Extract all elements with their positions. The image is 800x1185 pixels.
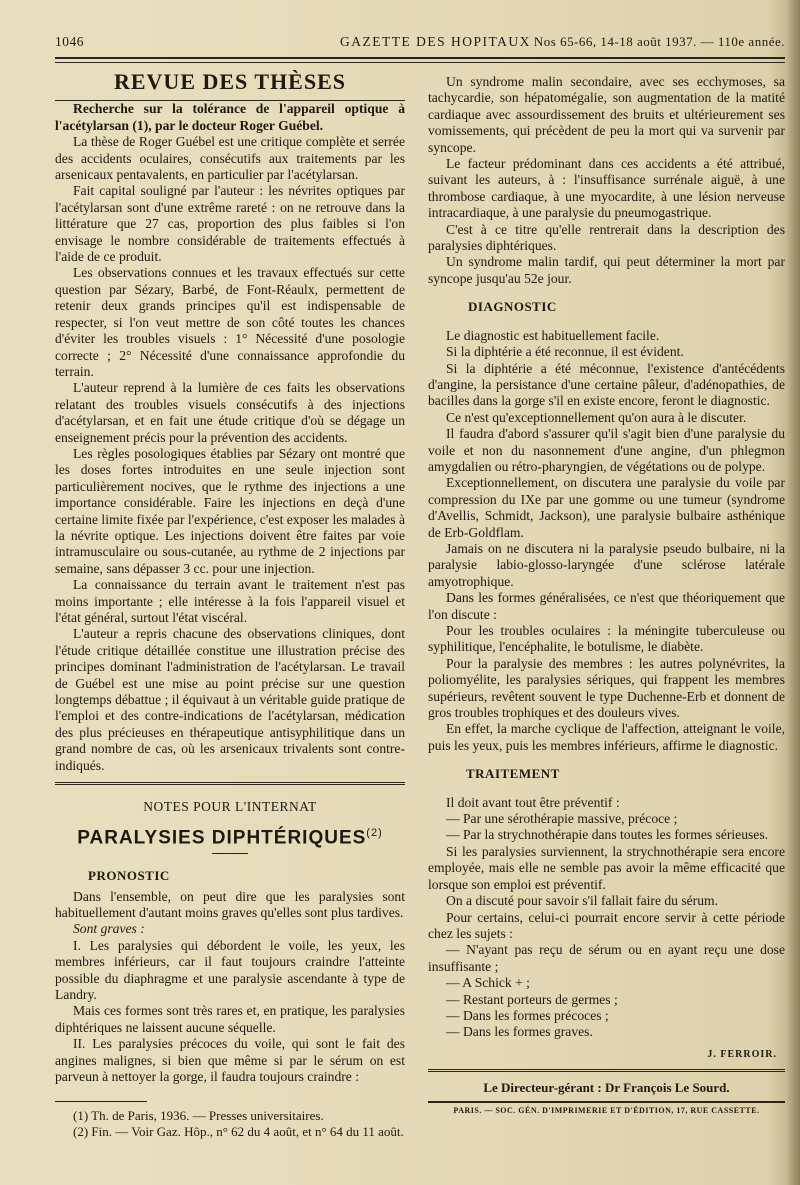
- paragraph: Pour la paralysie des membres : les autres polynévrites, la poliomyélite, les paralysies sériques, qui frappent les membres supérieurs, revêtent souvent le type Duchenne-Erb et donnent de gros troubles trophiques et des douleurs vives.: [428, 655, 785, 721]
- paragraph: L'auteur reprend à la lumière de ces faits les observations relatant des troubles visuels consécutifs à des injections d'acétylarsan, et en fait une étude critique d'où se dégage un enseignement précis pour la prévention des accidents.: [55, 380, 405, 445]
- traitement-heading: TRAITEMENT: [466, 766, 560, 782]
- paragraph: Le facteur prédominant dans ces accidents a été attribué, suivant les auteurs, à : l'insuffisance surrénale aiguë, à une thrombose cardiaque, à une myocardite, à une lésion nerveuse intracardiaque, à une paralysie du pneumogastrique.: [428, 156, 785, 221]
- paragraph: C'est à ce titre qu'elle rentrerait dans la description des paralysies diphtériques.: [428, 221, 785, 254]
- closing-rule: [428, 1069, 785, 1072]
- paragraph: Si les paralysies surviennent, la strychnothérapie sera encore employée, mais elle ne semble pas avoir la même efficacité que lorsque son emploi est préventif.: [428, 843, 785, 892]
- paragraph: Les règles posologiques établies par Sézary ont montré que les doses fortes introduites en une seule injection sont particulièrement nocives, que le rythme des injections a une importance considérable. Faire les injections en deçà d'une certaine limite fixée par l'expérience, c'est exposer les malades à la névrite optique. Les injections doivent être faites par voie intramusculaire ou sous-cutanée, au rythme de 2 injections par semaine, sans dépasser 3 cc. pour une injection.: [55, 445, 405, 576]
- footnote-rule: [55, 1101, 147, 1102]
- page-number: 1046: [55, 34, 84, 49]
- paragraph: — Par la strychnothérapie dans toutes les formes sérieuses.: [446, 827, 769, 843]
- left-column: [55, 69, 405, 1140]
- paragraph: En effet, la marche cyclique de l'affection, atteignant le voile, puis les yeux, puis les membres inférieurs, affirme le diagnostic.: [428, 721, 785, 753]
- pronostic-heading: PRONOSTIC: [88, 868, 170, 884]
- paragraph: Ce n'est qu'exceptionnellement qu'on aura à le discuter.: [446, 409, 747, 425]
- paragraph: Un syndrome malin tardif, qui peut déterminer la mort par syncope jusqu'au 52e jour.: [428, 254, 785, 286]
- paragraph: La thèse de Roger Guébel est une critique complète et serrée des accidents oculaires, consécutifs aux traitements par les arsenicaux pentavalents, en particulier par l'acétylarsan.: [55, 134, 405, 183]
- printer-line: PARIS. — SOC. GÉN. D'IMPRIMERIE ET D'ÉDITION, 17, RUE CASSETTE.: [453, 1105, 760, 1115]
- issue-info: Nos 65-66, 14-18 août 1937. — 110e année.: [533, 34, 785, 49]
- paragraph: Il faudra d'abord s'assurer qu'il s'agit bien d'une paralysie du voile et non du nasonnement d'une angine, d'un phlegmon amygdalien ou rétro-pharyngien, de végétations ou de polype.: [428, 426, 785, 474]
- paragraph: Un syndrome malin secondaire, avec ses ecchymoses, sa tachycardie, son hépatomégalie, son augmentation de la matité cardiaque avec assourdissement des bruits et ultérieurement ses vomissements, qui précèdent de peu la mort qui va survenir par syncope.: [428, 74, 785, 155]
- paragraph: L'auteur a repris chacune des observations cliniques, dont l'étude critique détaillée constitue une illustration précise des principes dominant l'administration de l'acétylarsan. Le travail de Guébel est une mise au point précise sur une question longtemps débattue ; il équivaut à un véritable guide pratique de l'emploi et des contre-indications de l'acétylarsan, médication des plus précieuses en thérapeutique antisyphilitique dans un grand nombre de cas, où les arsenicaux trivalents sont contre-indiqués.: [55, 626, 405, 773]
- paragraph: — Dans les formes graves.: [446, 1024, 593, 1040]
- page-header: [55, 30, 785, 52]
- paragraph: II. Les paralysies précoces du voile, qui sont le fait des angines malignes, si bien que même si par le sérum on est parveun à nettoyer la gorge, il faudra toujours craindre :: [55, 1036, 405, 1085]
- paragraph: La connaissance du terrain avant le traitement n'est pas moins importante ; elle intéresse à la fois l'appareil visuel et l'état général, surtout l'état viscéral.: [55, 577, 405, 625]
- paragraph: Sont graves :: [73, 921, 145, 937]
- notes-label: NOTES POUR L'INTERNAT: [143, 799, 317, 815]
- paragraph: Si la diphtérie a été reconnue, il est évident.: [446, 344, 684, 360]
- paragraph: Si la diphtérie a été méconnue, l'existence d'antécédents d'angine, la persistance d'une certaine pâleur, d'adénopathies, de bacilles dans la gorge s'il en existe encore, feront le diagnostic.: [428, 360, 785, 409]
- paragraph: — Par une sérothérapie massive, précoce ;: [446, 811, 678, 827]
- journal-title: GAZETTE DES HOPITAUX: [340, 34, 531, 49]
- diagnostic-heading: DIAGNOSTIC: [468, 299, 557, 315]
- paragraph: Dans les formes généralisées, ce n'est que théoriquement que l'on discute :: [428, 590, 785, 622]
- section-divider: [55, 782, 405, 785]
- article-title: [55, 825, 405, 847]
- title-note-ref: (2): [366, 827, 383, 840]
- paragraph: — Restant porteurs de germes ;: [446, 991, 618, 1007]
- paragraph: Pour les troubles oculaires : la méningite tuberculeuse ou syphilitique, l'encéphalite, le botulisme, le diabète.: [428, 623, 785, 655]
- paragraph: — N'ayant pas reçu de sérum ou en ayant reçu une dose insuffisante ;: [428, 942, 785, 974]
- paragraph: Jamais on ne discutera ni la paralysie pseudo bulbaire, ni la paralysie labio-glosso-laryngée d'une sclérose latérale amyotrophique.: [428, 540, 785, 589]
- page-binding-shadow: [786, 0, 800, 1185]
- paragraph: Fait capital souligné par l'auteur : les névrites optiques par l'acétylarsan sont d'une extrême rareté : on ne retrouve dans la littérature que 27 cas, proportion des plus faibles si l'on envisage le nombre considérable de traitements effectués à l'aide de ce produit.: [55, 183, 405, 265]
- title-rule: [212, 853, 248, 854]
- footnote: (2) Fin. — Voir Gaz. Hôp., n° 62 du 4 août, et n° 64 du 11 août.: [73, 1124, 404, 1140]
- paragraph: Les observations connues et les travaux effectués sur cette question par Sézary, Barbé, de Font-Réaulx, permettent de retenir deux grands principes qu'il est indispensable de respecter, si l'on veut mettre de son côté toutes les chances d'éviter les troubles visuels : 1° Nécessité d'une posologie correcte ; 2° Nécessité d'une connaissance approfondie du terrain.: [55, 265, 405, 379]
- footnote: (1) Th. de Paris, 1936. — Presses universitaires.: [73, 1108, 324, 1124]
- paragraph: Il doit avant tout être préventif :: [446, 794, 620, 810]
- paragraph: Exceptionnellement, on discutera une paralysie du voile par compression du IXe par une gomme ou une tumeur (syndrome d'Avellis, Schmidt, Jackson), une paralysie bulbaire asthénique de Erb-Goldflam.: [428, 475, 785, 540]
- header-rule-thin: [55, 62, 785, 63]
- director-line: Le Directeur-gérant : Dr François Le Sourd.: [483, 1080, 730, 1096]
- paragraph: I. Les paralysies qui débordent le voile, les yeux, les membres inférieurs, car il faut toujours craindre l'atteinte possible du diaphragme et une paralysie ascendante à type de Landry.: [55, 937, 405, 1003]
- header-rule: [55, 57, 785, 59]
- author-signature: J. FERROIR.: [707, 1048, 777, 1060]
- paragraph: Le diagnostic est habituellement facile.: [446, 327, 660, 343]
- paragraph: On a discuté pour savoir s'il fallait faire du sérum.: [446, 893, 718, 909]
- article-heading: Recherche sur la tolérance de l'appareil optique à l'acétylarsan (1), par le docteur Roger Guébel.: [55, 101, 405, 133]
- paragraph: — A Schick + ;: [446, 975, 530, 991]
- paragraph: Mais ces formes sont très rares et, en pratique, les paralysies diphtériques ne laissent aucune séquelle.: [55, 1003, 405, 1035]
- article-title-text: PARALYSIES DIPHTÉRIQUES: [77, 827, 367, 849]
- section-title: REVUE DES THÈSES: [113, 69, 346, 94]
- paragraph: — Dans les formes précoces ;: [446, 1007, 609, 1023]
- right-column: [428, 74, 785, 1119]
- paragraph: Pour certains, celui-ci pourrait encore servir à cette période chez les sujets :: [428, 909, 785, 941]
- paragraph: Dans l'ensemble, on peut dire que les paralysies sont habituellement d'autant moins graves qu'elles sont plus tardives.: [55, 888, 405, 921]
